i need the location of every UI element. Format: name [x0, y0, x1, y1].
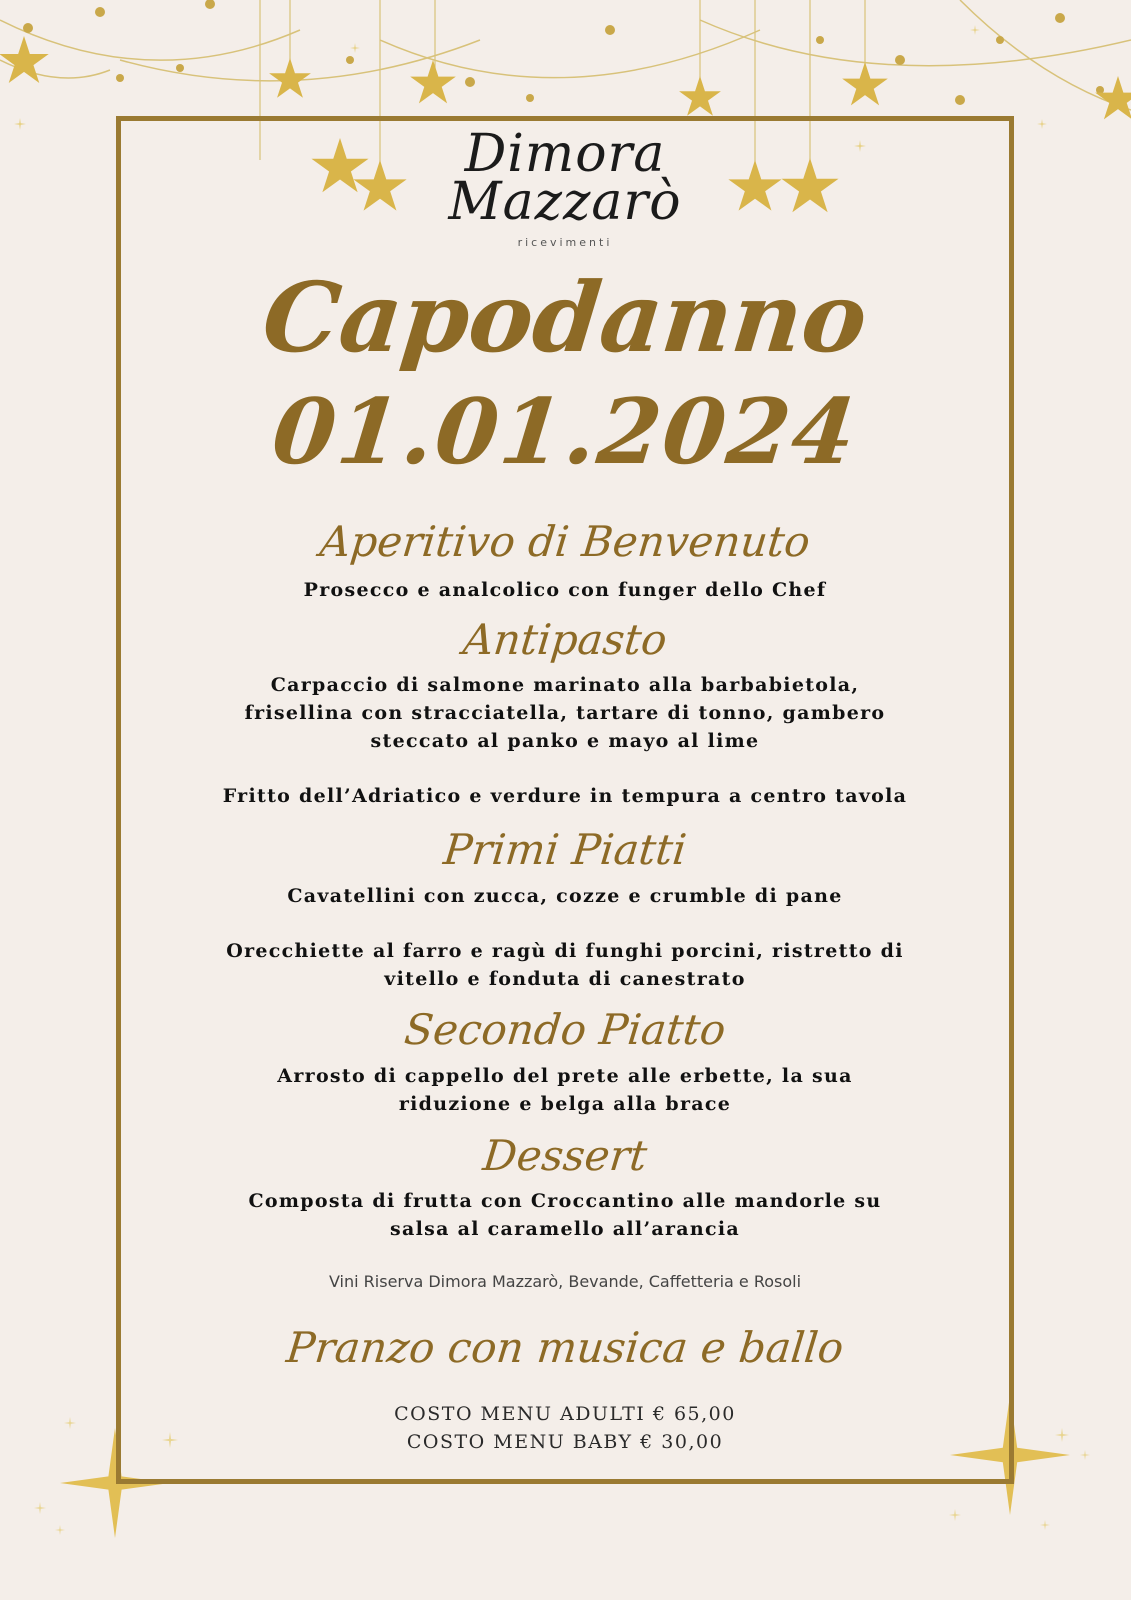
section-heading-primi: Primi Piatti [441, 825, 689, 874]
logo-line-2: Mazzarò [448, 172, 682, 232]
dish-line: salsa al caramello all’arancia [389, 1218, 740, 1240]
dish-line: steccato al panko e mayo al lime [370, 730, 760, 752]
dish-line: Orecchiette al farro e ragù di funghi porcini, ristretto di [226, 940, 904, 962]
dish-line: Prosecco e analcolico con funger dello Chef [303, 579, 827, 601]
dish-line: Composta di frutta con Croccantino alle mandorle su [248, 1190, 882, 1212]
dish-line: Fritto dell’Adriatico e verdure in tempura a centro tavola [222, 785, 908, 807]
price-adults: COSTO MENU ADULTI € 65,00 [394, 1403, 736, 1425]
drinks-note: Vini Riserva Dimora Mazzarò, Bevande, Caffetteria e Rosoli [328, 1272, 802, 1291]
dish-line: Carpaccio di salmone marinato alla barbabietola, [270, 674, 860, 696]
logo-tagline: ricevimenti [517, 236, 613, 249]
dish-line: frisellina con stracciatella, tartare di tonno, gambero [244, 702, 886, 724]
event-tagline: Pranzo con musica e ballo [284, 1323, 846, 1372]
logo-line-1: Dimora [464, 124, 666, 184]
event-date: 01.01.2024 [267, 379, 863, 485]
dish-line: vitello e fonduta di canestrato [384, 968, 746, 990]
section-heading-dessert: Dessert [480, 1131, 650, 1180]
section-heading-aperitivo: Aperitivo di Benvenuto [317, 517, 813, 566]
section-heading-secondo: Secondo Piatto [402, 1005, 729, 1054]
section-heading-antipasto: Antipasto [460, 615, 670, 664]
dish-line: Cavatellini con zucca, cozze e crumble di pane [287, 885, 843, 907]
menu-title: Capodanno [257, 261, 873, 374]
dish-line: riduzione e belga alla brace [398, 1093, 732, 1115]
dish-line: Arrosto di cappello del prete alle erbette, la sua [277, 1065, 853, 1087]
menu-content [116, 0, 1014, 1600]
brand-logo [116, 124, 1014, 249]
price-baby: COSTO MENU BABY € 30,00 [406, 1431, 724, 1453]
